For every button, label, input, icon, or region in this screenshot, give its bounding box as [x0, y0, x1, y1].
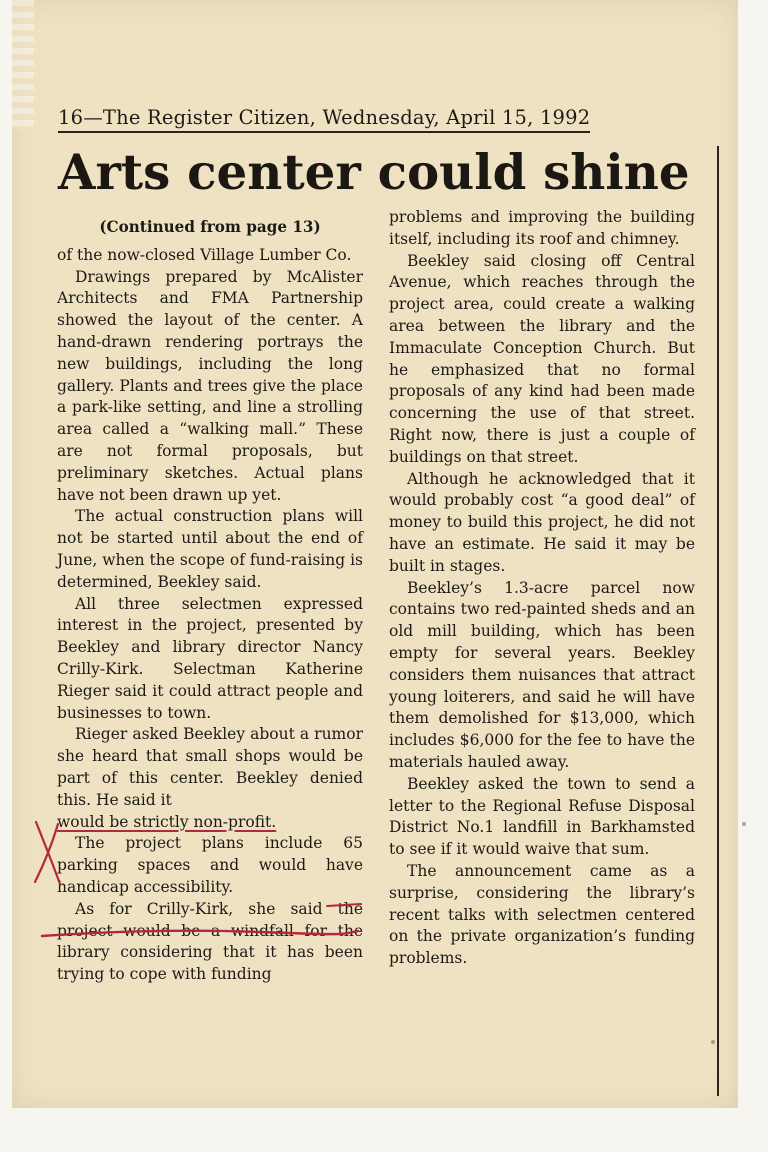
torn-edge	[12, 0, 34, 130]
paragraph: Although he acknowledged that it would probably cost “a good deal” of money to build this project, he did not have an estimate. He said it may be built in stages.	[389, 469, 695, 575]
paper-speck	[742, 822, 746, 826]
red-x-mark	[32, 818, 64, 888]
paragraph: All three selectmen expressed interest in the project, presented by Beekley and library director Nancy Crilly-Kirk. Selectman Katherine Rieger said it could attract people and businesses to town.	[57, 594, 363, 722]
paragraph: The announcement came as a surprise, considering the library’s recent talks with selectmen centered on the private organization’s funding problems.	[389, 861, 695, 968]
article-column-left	[57, 216, 363, 986]
underlined-sentence	[57, 812, 363, 834]
paragraph: of the now-closed Village Lumber Co.	[57, 245, 352, 264]
paper-speck	[711, 1040, 715, 1044]
continued-note: (Continued from page 13)	[99, 217, 321, 236]
paragraph: The actual construction plans will not be started until about the end of June, when the scope of fund-raising is determined, Beekley said.	[57, 507, 363, 591]
paragraph: The project plans include 65 parking spaces and would have handicap accessibility.	[57, 834, 363, 896]
underlined-text: would be strictly non-profit.	[57, 812, 277, 831]
paragraph: Drawings prepared by McAlister Architects and FMA Partnership showed the layout of the center. A hand-drawn rendering portrays the new buildings, including the long gallery. Plants and trees give the place a park-like setting, and line a strolling area called a “walking mall.” These are not formal proposals, but preliminary sketches. Actual plans have not been drawn up yet.	[57, 267, 363, 504]
paragraph: Beekley said closing off Central Avenue, which reaches through the project area, could create a walking area between the library and the Immaculate Conception Church. But he emphasized that no formal proposals of any kind had been made concerning the use of that street. Right now, there is just a couple of buildings on that street.	[389, 251, 695, 466]
paragraph: Beekley’s 1.3-acre parcel now contains two red-painted sheds and an old mill building, which has been empty for several years. Beekley considers them nuisances that attract young loiterers, and said he will have them demolished for $13,000, which includes $6,000 for the fee to have the materials hauled away.	[389, 578, 695, 771]
paragraph: problems and improving the building itself, including its roof and chimney.	[389, 208, 695, 248]
page-header: 16—The Register Citizen, Wednesday, April 15, 1992	[58, 108, 590, 133]
paragraph: Beekley asked the town to send a letter to the Regional Refuse Disposal District No.1 landfill in Barkhamsted to see if it would waive that sum.	[389, 774, 695, 859]
red-underline-stroke	[40, 926, 360, 942]
paragraph: Rieger asked Beekley about a rumor she heard that small shops would be part of this center. Beekley denied this. He said it	[57, 725, 363, 809]
column-rule	[717, 146, 719, 1096]
headline: Arts center could shine	[58, 143, 690, 201]
article-column-right	[389, 207, 695, 970]
paragraph: As for Crilly-Kirk, she said the project would be a windfall for the library considering that it has been trying to cope with funding	[57, 899, 363, 984]
pen-mark	[325, 900, 363, 910]
